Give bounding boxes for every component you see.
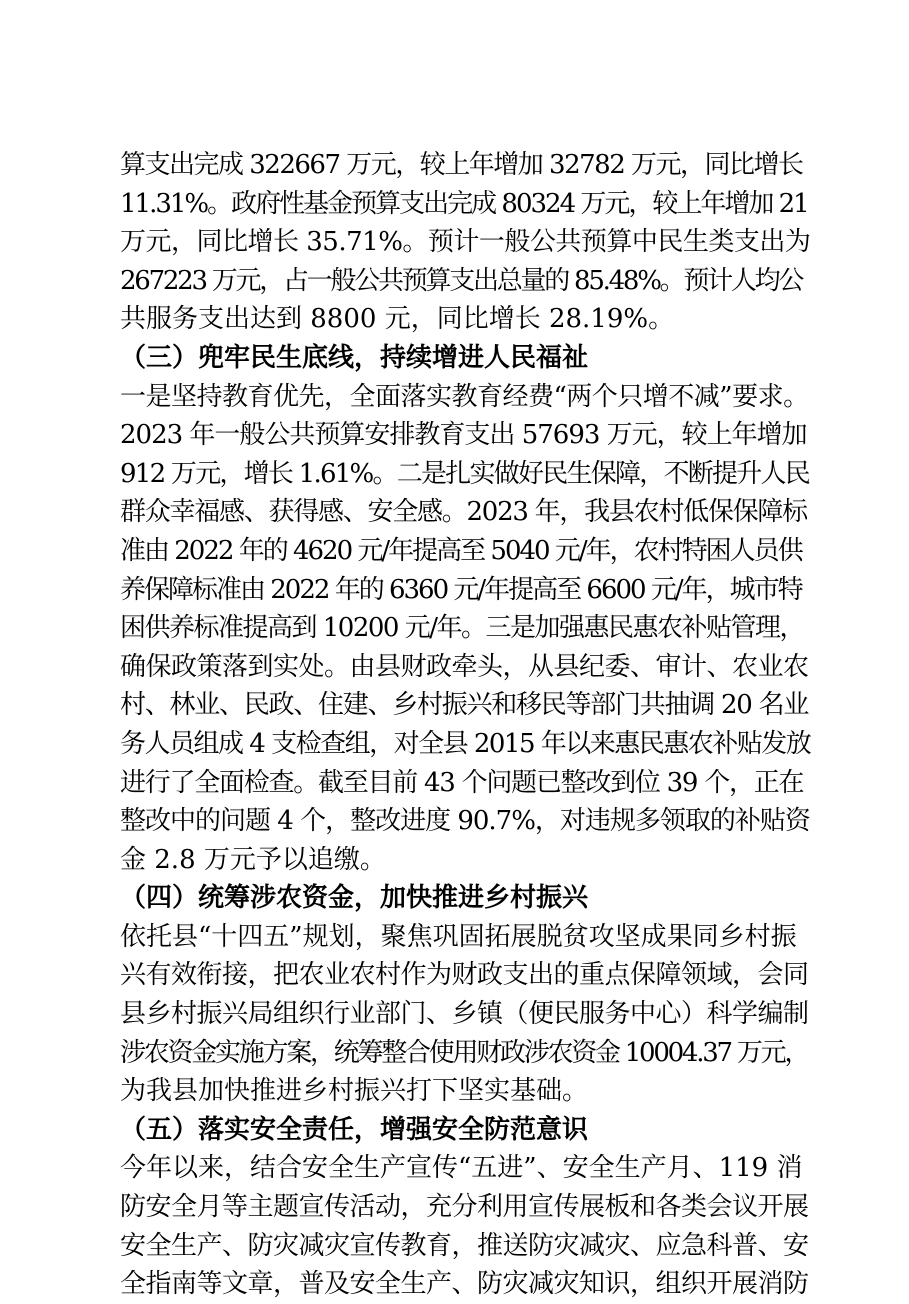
section-heading-3: （三）兜牢民生底线，持续增进人民福祉	[120, 342, 589, 373]
body-line: 算支出完成 322667 万元，较上年增加 32782 万元，同比增长	[120, 150, 803, 180]
body-line: 267223 万元，占一般公共预算支出总量的 85.48%。预计人均公	[120, 265, 803, 296]
body-line: 确保政策落到实处。由县财政牵头，从县纪委、审计、农业农	[120, 651, 809, 682]
body-line: 涉农资金实施方案，统筹整合使用财政涉农资金 10004.37 万元，	[120, 1037, 809, 1068]
body-line: 困供养标准提高到 10200 元/年。三是加强惠民惠农补贴管理，	[120, 613, 804, 644]
body-line: 依托县“十四五”规划，聚焦巩固拓展脱贫攻坚成果同乡村振	[120, 921, 797, 952]
body-line: 兴有效衔接，把农业农村作为财政支出的重点保障领域，会同	[120, 960, 809, 991]
body-line: 金 2.8 万元予以追缴。	[120, 844, 386, 875]
section-heading-4: （四）统筹涉农资金，加快推进乡村振兴	[120, 883, 589, 914]
document-body	[120, 146, 820, 1304]
body-line: 万元，同比增长 35.71%。预计一般公共预算中民生类支出为	[120, 227, 811, 258]
body-line: 11.31%。政府性基金预算支出完成 80324 万元，较上年增加 21	[120, 188, 808, 219]
body-line: 村、林业、民政、住建、乡村振兴和移民等部门共抽调 20 名业	[120, 690, 809, 721]
body-line: 防安全月等主题宣传活动，充分利用宣传展板和各类会议开展	[120, 1192, 809, 1223]
section-heading-5: （五）落实安全责任，增强安全防范意识	[120, 1114, 589, 1145]
body-line: 群众幸福感、获得感、安全感。2023 年，我县农村低保保障标	[120, 497, 807, 528]
body-line: 进行了全面检查。截至目前 43 个问题已整改到位 39 个，正在	[120, 767, 804, 798]
body-line: 2023 年一般公共预算安排教育支出 57693 万元，较上年增加	[120, 420, 807, 451]
body-line: 安全生产、防灾减灾宣传教育，推送防灾减灾、应急科普、安	[120, 1230, 809, 1261]
body-line: 912 万元，增长 1.61%。二是扎实做好民生保障，不断提升人民	[120, 458, 810, 489]
body-line: 县乡村振兴局组织行业部门、乡镇（便民服务中心）科学编制	[120, 999, 809, 1030]
body-line: 全指南等文章，普及安全生产、防灾减灾知识，组织开展消防	[120, 1269, 809, 1300]
body-line: 一是坚持教育优先，全面落实教育经费“两个只增不减”要求。	[120, 381, 809, 412]
body-line: 准由 2022 年的 4620 元/年提高至 5040 元/年，农村特困人员供	[120, 535, 802, 566]
body-line: 务人员组成 4 支检查组，对全县 2015 年以来惠民惠农补贴发放	[120, 728, 811, 759]
body-line: 共服务支出达到 8800 元，同比增长 28.19%。	[120, 304, 675, 335]
body-line: 为我县加快推进乡村振兴打下坚实基础。	[120, 1076, 589, 1107]
body-line: 整改中的问题 4 个，整改进度 90.7%，对违规多领取的补贴资	[120, 806, 810, 837]
body-line: 养保障标准由 2022 年的 6360 元/年提高至 6600 元/年，城市特	[120, 574, 802, 605]
body-line: 今年以来，结合安全生产宣传“五进”、安全生产月、119 消	[120, 1153, 803, 1184]
